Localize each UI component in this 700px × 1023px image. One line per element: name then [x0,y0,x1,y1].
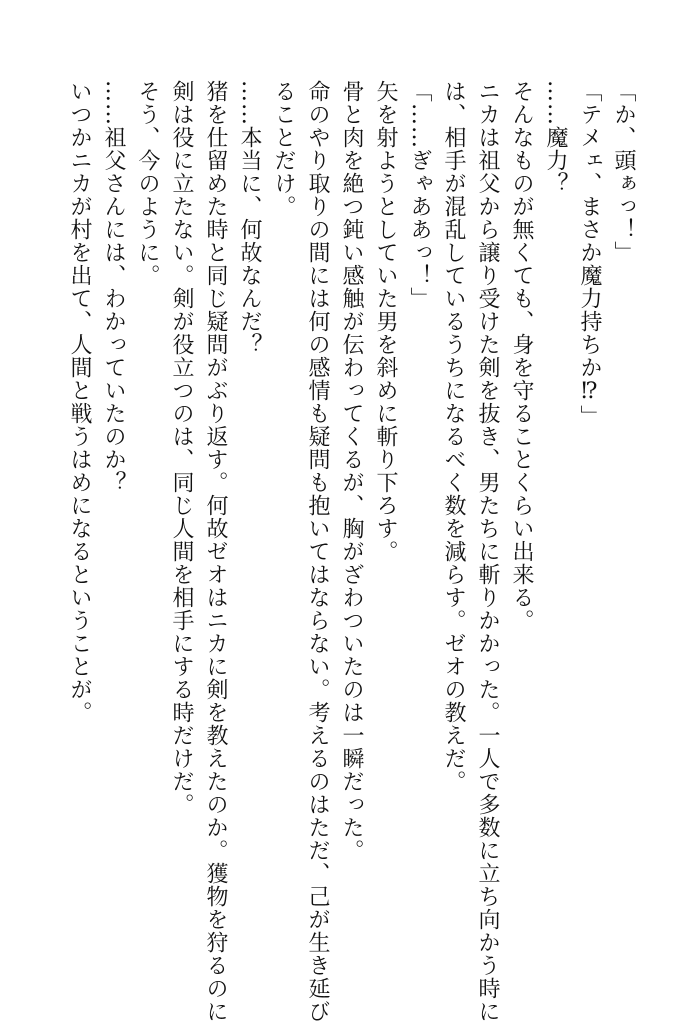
text-line: は、相手が混乱しているうちになるべく数を減らす。ゼオの教えだ。 [441,80,466,793]
text-line: 「か、頭ぁっ！」 [611,80,636,264]
text-line: ニカは祖父から譲り受けた剣を抜き、男たちに斬りかかった。一人で多数に立ち向かう時に [475,80,500,1023]
text-line: そんなものが無くても、身を守ることくらい出来る。 [509,80,534,632]
text-line: 命のやり取りの間には何の感情も疑問も抱いてはならない。考えるのはただ、己が生き延び [305,80,330,1023]
text-line: 剣は役に立たない。剣が役立つのは、同じ人間を相手にする時だけだ。 [169,80,194,816]
text-line: ることだけ。 [271,80,296,218]
text-line: そう、今のように。 [135,80,160,287]
text-line: 骨と肉を絶つ鈍い感触が伝わってくるが、胸がざわついたのは一瞬だった。 [339,80,364,862]
text-line: ……魔力？ [543,80,568,195]
text-line: 矢を射ようとしていた男を斜めに斬り下ろす。 [373,80,398,563]
text-line: ……祖父さんには、わかっていたのか？ [101,80,126,494]
text-line: 「テメェ、まさか魔力持ちか⁉」 [577,80,602,428]
text-line: いつかニカが村を出て、人間と戦うはめになるということが。 [67,80,92,724]
text-line: 「……ぎゃああっ！」 [407,80,432,310]
vertical-text-body [62,80,640,1023]
text-line: ……本当に、何故なんだ？ [237,80,262,356]
text-line: 猪を仕留めた時と同じ疑問がぶり返す。何故ゼオはニカに剣を教えたのか。獲物を狩るのに [203,80,228,1023]
